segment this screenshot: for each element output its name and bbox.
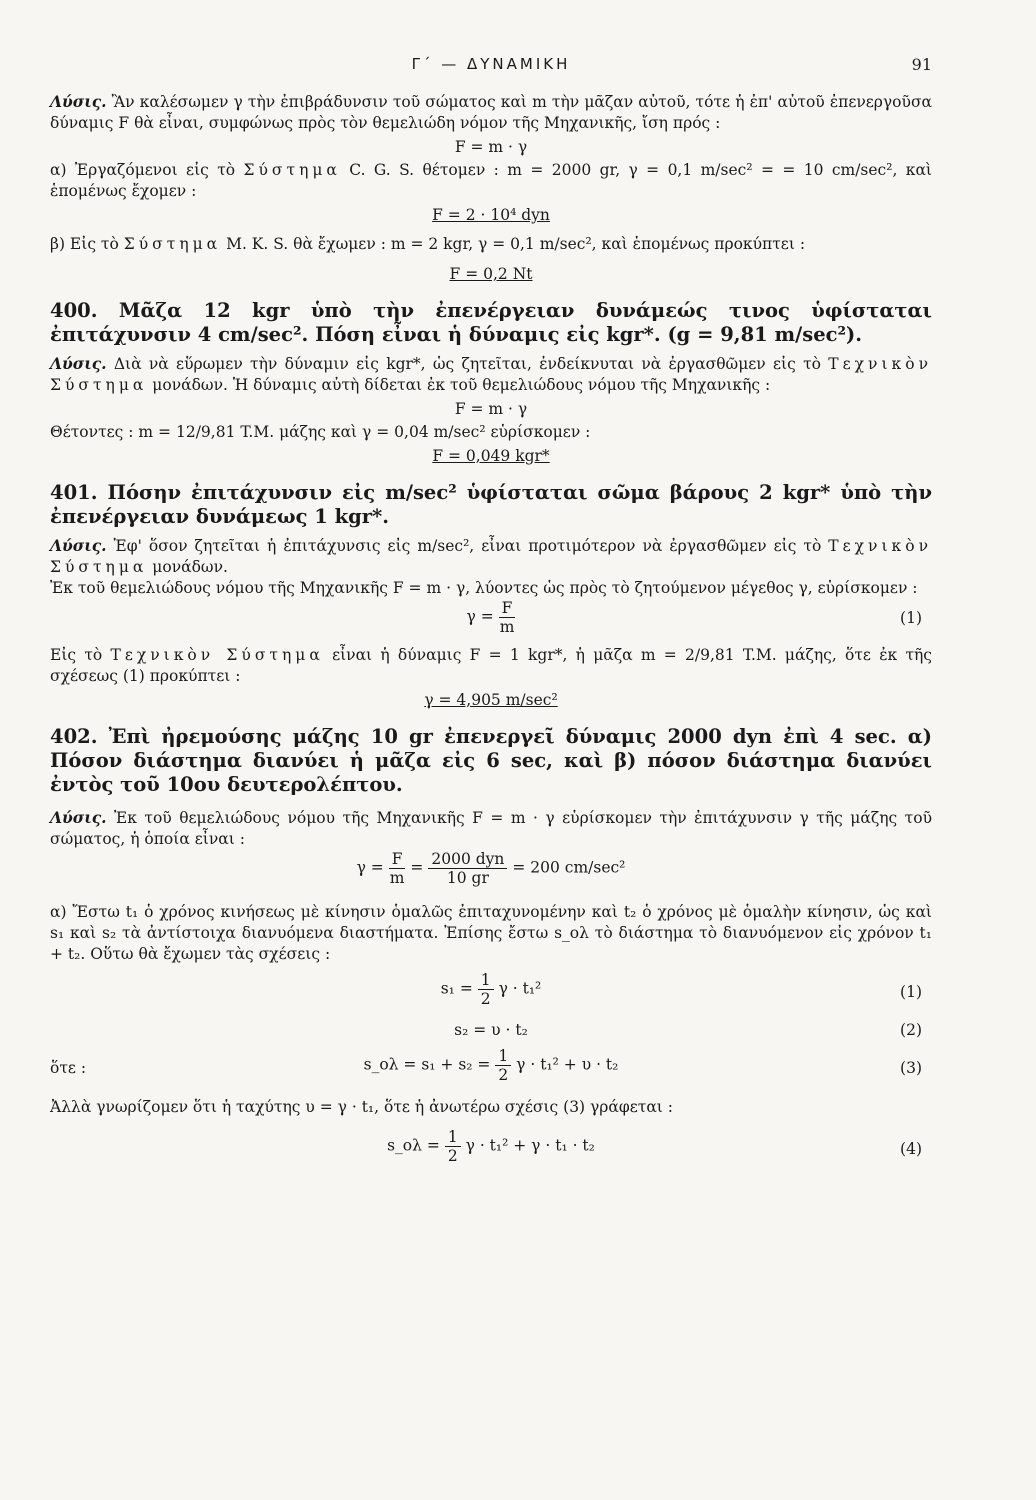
eq-rhs: γ · t₁² + υ · t₂ — [516, 1055, 619, 1074]
page — [50, 55, 932, 1172]
eq-rhs: γ · t₁² + γ · t₁ · t₂ — [465, 1136, 595, 1155]
fraction — [478, 971, 494, 1008]
equation: F = m · γ — [454, 400, 528, 418]
text-span: M. K. S. θὰ ἔχωμεν : m = 2 kgr, γ = 0,1 m/sec², καὶ ἑπομένως προκύπτει : — [221, 235, 806, 253]
text-span: μονάδων. Ἡ δύναμις αὐτὴ δίδεται ἐκ τοῦ θεμελιώδους νόμου τῆς Μηχανικῆς : — [147, 376, 771, 394]
numerator: 1 — [478, 971, 494, 990]
solution-paragraph: Θέτοντες : m = 12/9,81 T.M. μάζης καὶ γ = 0,04 m/sec² εὑρίσκομεν : — [50, 423, 591, 441]
problem-statement — [50, 299, 932, 347]
numerator: F — [389, 850, 406, 869]
fraction — [495, 1047, 511, 1084]
text-span: εἶναι ἡ δύναμις F = 1 kgr*, ἡ μᾶζα m = 2/9,81 T.M. μάζης, ὅτε ἐκ τῆς σχέσεως (1) προκύπτει : — [50, 646, 932, 685]
result-equation: γ = 4,905 m/sec² — [424, 691, 558, 709]
solution-paragraph: Ἐκ τοῦ θεμελιώδους νόμου τῆς Μηχανικῆς F = m · γ, λύοντες ὡς πρὸς τὸ ζητούμενον μέγεθος γ, εὑρίσκομεν : — [50, 579, 918, 597]
solution-label: Λύσις. — [50, 536, 107, 555]
equation-row — [50, 599, 932, 639]
eq-lhs: γ = — [356, 858, 384, 877]
solution-paragraph: Ἀλλὰ γνωρίζομεν ὅτι ἡ ταχύτης υ = γ · t₁, ὅτε ἡ ἀνωτέρω σχέσις (3) γράφεται : — [50, 1098, 674, 1116]
result-equation: F = 2 · 10⁴ dyn — [432, 206, 550, 224]
system-name: Τεχνικὸν Σύστημα — [110, 646, 324, 664]
eq-lhs: s₁ = — [440, 979, 473, 998]
denominator: 2 — [480, 990, 491, 1008]
problem-number: 402. — [50, 725, 98, 748]
numerator: 1 — [495, 1047, 511, 1066]
fraction-equation — [50, 1128, 932, 1165]
fraction — [428, 850, 507, 887]
system-name: Τεχνικὸν Σύστημα — [50, 355, 932, 394]
fraction-equation — [50, 850, 932, 887]
denominator: m — [389, 869, 405, 887]
solution-label: Λύσις. — [50, 808, 107, 827]
solution-label: Λύσις. — [50, 92, 107, 111]
fraction — [499, 599, 516, 636]
solution-paragraph — [50, 535, 932, 578]
page-number: 91 — [911, 55, 932, 74]
problem-text: Πόσην ἐπιτάχυνσιν εἰς m/sec² ὑφίσταται σῶμα βάρους 2 kgr* ὑπὸ τὴν ἐπενέργειαν δυνάμεως 1 kgr*. — [50, 481, 932, 528]
equation-tag: (1) — [900, 609, 922, 627]
numerator: 1 — [445, 1128, 461, 1147]
problem-number: 400. — [50, 299, 98, 322]
eq-lhs: s_ολ = s₁ + s₂ = — [363, 1055, 491, 1074]
chapter-title: Γ΄ — ΔΥΝΑΜΙΚΗ — [411, 55, 571, 73]
equation-tag: (1) — [900, 983, 922, 1001]
fraction — [445, 1128, 461, 1165]
equation-row — [50, 850, 932, 896]
text-span: μονάδων. — [147, 558, 228, 576]
solution-text: Ἂν καλέσωμεν γ τὴν ἐπιβράδυνσιν τοῦ σώματος καὶ m τὴν μᾶζαν αὐτοῦ, τότε ἡ ἐπ' αὐτοῦ ἐπενεργοῦσα δύναμις F θὰ εἶναι, συμφώνως πρὸς τὸν θεμελιώδη νόμον τῆς Μηχανικῆς, ἴση πρός : — [50, 93, 932, 132]
eq-lhs: s_ολ = — [387, 1136, 440, 1155]
equation: F = m · γ — [454, 138, 528, 156]
solution-paragraph — [50, 807, 932, 850]
system-name: Σύστημα — [243, 161, 341, 179]
problem-number: 401. — [50, 481, 98, 504]
system-name: Τεχνικὸν Σύστημα — [50, 537, 932, 576]
solution-label: Λύσις. — [50, 354, 107, 373]
problem-text: Μᾶζα 12 kgr ὑπὸ τὴν ἐπενέργειαν δυνάμεώς τινος ὑφίσταται ἐπιτάχυνσιν 4 cm/sec². Πόση εἶναι ἡ δύναμις εἰς kgr*. (g = 9,81 m/sec²). — [50, 299, 932, 346]
eq-rhs: γ · t₁² — [498, 979, 542, 998]
problem-statement — [50, 481, 932, 529]
text-span: C. G. S. θέτομεν : m = 2000 gr, γ = 0,1 m/sec² = = 10 cm/sec², καὶ ἑπομένως ἔχομεν : — [50, 161, 933, 200]
equation-row — [50, 1128, 932, 1172]
denominator: 10 gr — [446, 869, 489, 887]
solution-paragraph — [50, 353, 932, 396]
numerator: 2000 dyn — [428, 850, 507, 869]
equation-row — [50, 1047, 932, 1091]
solution-paragraph — [50, 645, 932, 687]
denominator: m — [499, 618, 515, 636]
equation-row — [50, 971, 932, 1015]
equation-tag: (4) — [900, 1140, 922, 1158]
fraction-equation — [50, 971, 932, 1008]
problem-text: Ἐπὶ ἠρεμούσης μάζης 10 gr ἐπενεργεῖ δύναμις 2000 dyn ἐπὶ 4 sec. α) Πόσον διάστημα διανύει ἡ μᾶζα εἰς 6 sec, καὶ β) πόσον διάστημα διανύει ἐντὸς τοῦ 10ου δευτερολέπτου. — [50, 725, 932, 796]
text-span: Εἰς τὸ — [50, 646, 111, 664]
numerator: F — [499, 599, 516, 618]
text-span: Διὰ νὰ εὕρωμεν τὴν δύναμιν εἰς kgr*, ὡς ζητεῖται, ἐνδείκνυται νὰ ἐργασθῶμεν εἰς τὸ — [106, 355, 829, 373]
page-header — [50, 55, 932, 91]
equation: s₂ = υ · t₂ — [454, 1021, 528, 1039]
equation-tag: (2) — [900, 1021, 922, 1039]
system-name: Σύστημα — [123, 235, 222, 253]
text-span: α) Ἐργαζόμενοι εἰς τὸ — [50, 161, 244, 179]
result-equation: F = 0,2 Nt — [449, 265, 533, 283]
result-equation: F = 0,049 kgr* — [432, 447, 550, 465]
solution-paragraph — [50, 234, 932, 255]
fraction-equation — [50, 599, 932, 636]
solution-paragraph: α) Ἔστω t₁ ὁ χρόνος κινήσεως μὲ κίνησιν ὁμαλῶς ἐπιταχυνομένην καὶ t₂ ὁ χρόνος μὲ ὁμαλὴν κίνησιν, ὡς καὶ s₁ καὶ s₂ τὰ ἀντίστοιχα διανυόμενα διαστήματα. Ἐπίσης ἔστω s_ολ τὸ διάστημα τὸ διανυόμενον εἰς χρόνον t₁ + t₂. Οὕτω θὰ ἔχωμεν τὰς σχέσεις : — [50, 903, 932, 963]
equals-sign: = — [410, 858, 424, 877]
text-span: Ἐκ τοῦ θεμελιώδους νόμου τῆς Μηχανικῆς F = m · γ εὑρίσκομεν τὴν ἐπιτάχυνσιν γ τῆς μάζης τοῦ σώματος, ἡ ὁποία εἶναι : — [50, 809, 932, 848]
fraction — [389, 850, 406, 887]
denominator: 2 — [498, 1066, 509, 1084]
text-span: β) Εἰς τὸ — [50, 235, 124, 253]
eq-lhs: γ = — [466, 607, 494, 626]
denominator: 2 — [447, 1147, 458, 1165]
eq-rhs: = 200 cm/sec² — [512, 858, 626, 877]
fraction-equation — [50, 1047, 932, 1084]
equation-tag: (3) — [900, 1059, 922, 1077]
problem-statement — [50, 725, 932, 797]
text-span: Ἐφ' ὅσον ζητεῖται ἡ ἐπιτάχυνσις εἰς m/sec², εἶναι προτιμότερον νὰ ἐργασθῶμεν εἰς τὸ — [106, 537, 829, 555]
solution-paragraph — [50, 91, 932, 134]
hote-label: ὅτε : — [50, 1059, 87, 1077]
equation-row — [50, 1015, 932, 1047]
solution-paragraph — [50, 160, 932, 202]
